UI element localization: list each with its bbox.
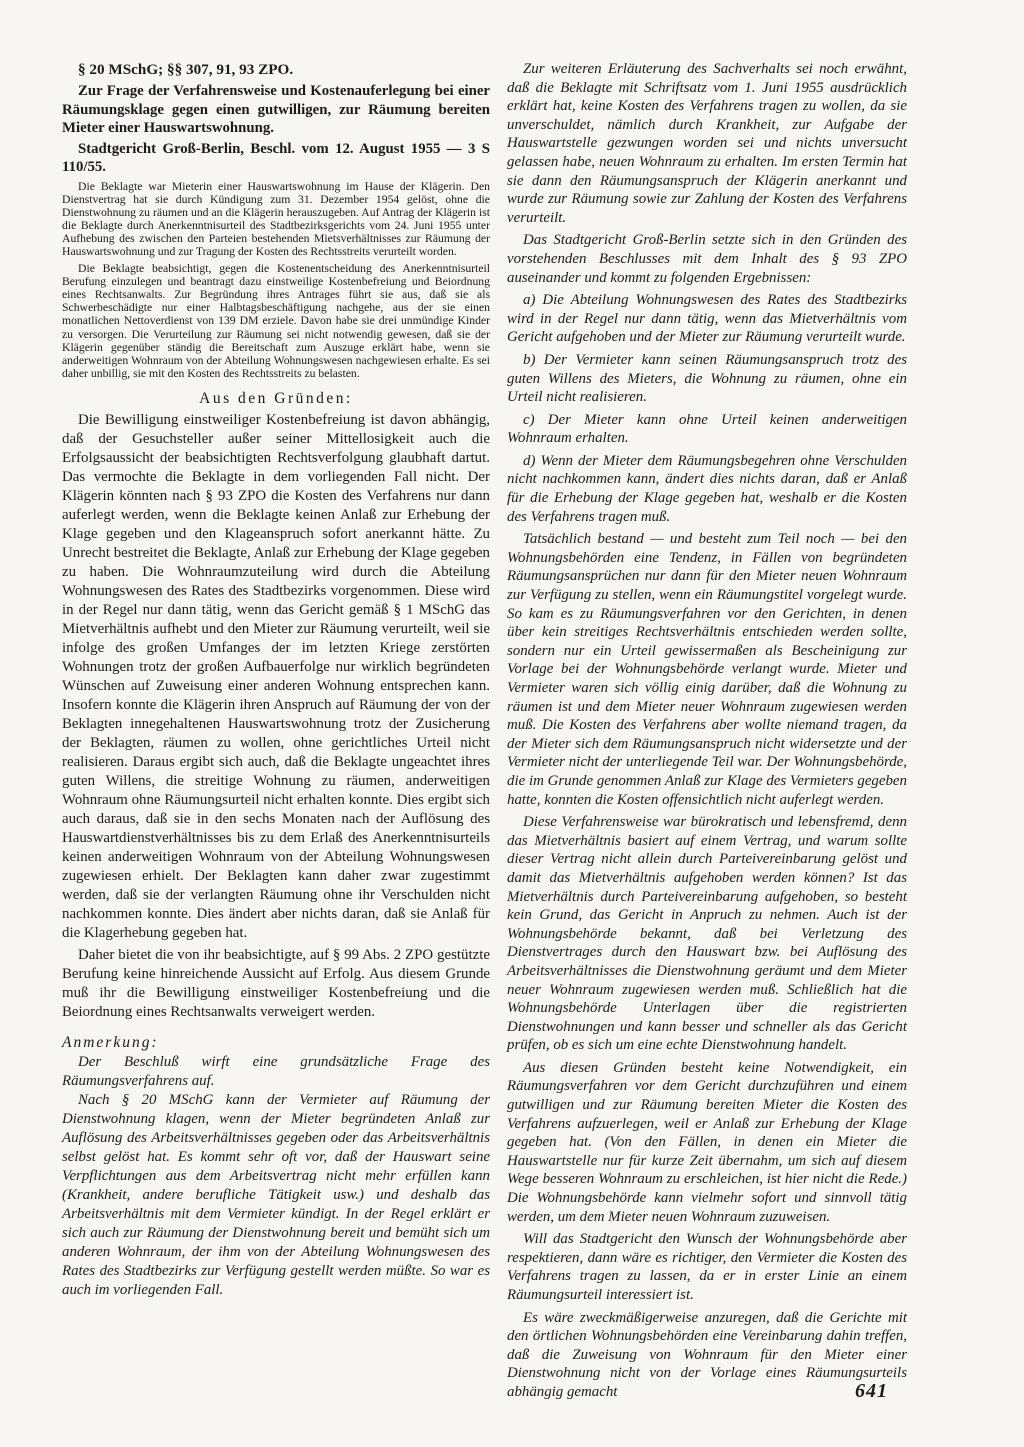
legal-citation: § 20 MSchG; §§ 307, 91, 93 ZPO. bbox=[78, 61, 294, 78]
court-reference: Stadtgericht Groß-Berlin, Beschl. vom 12. August 1955 — 3 S 110/55. bbox=[62, 140, 490, 175]
note-paragraph: Das Stadtgericht Groß-Berlin setzte sich in den Gründen des vorstehenden Beschlusses mit dem Inhalt des § 93 ZPO auseinander und kommt zu folgenden Ergebnissen: bbox=[507, 232, 907, 286]
right-column bbox=[507, 60, 907, 1402]
case-headline: Zur Frage der Verfahrensweise und Kostenauferlegung bei einer Räumungsklage gegen einen gutwilligen, zur Räumung bereiten Mieter einer Hauswartswohnung. bbox=[62, 83, 490, 136]
note-paragraph: Es wäre zweckmäßigerweise anzuregen, daß die Gerichte mit den örtlichen Wohnungsbehörden eine Vereinbarung dahin treffen, daß die Zuweisung von Wohnraum für den Mieter einer Dienstwohnung nicht von der Vorlage eines Räumungsurteils abhängig gemacht bbox=[507, 1309, 907, 1400]
note-heading: Anmerkung: bbox=[62, 1033, 159, 1051]
facts-paragraph: Die Beklagte war Mieterin einer Hauswartswohnung im Hause der Klägerin. Den Dienstvertrag hat sie durch Kündigung zum 31. Dezember 1954 gelöst, ohne die Dienstwohnung zu räumen und an die Klägerin herauszugeben. Auf Antrag der Klägerin ist die Beklagte durch Anerkenntnisurteil des Stadtbezirksgerichts vom 24. Juni 1955 unter Aufhebung des zwischen den Parteien bestehenden Mietsverhältnisses zur Räumung der Hauswartswohnung und zur Tragung der Kosten des Rechtsstreits verurteilt worden. bbox=[62, 179, 490, 258]
page-number: 641 bbox=[855, 1380, 888, 1402]
note-paragraph: Will das Stadtgericht den Wunsch der Wohnungsbehörde aber respektieren, dann wäre es richtiger, den Vermieter die Kosten des Verfahrens tragen zu lassen, da er in erster Linie an einem Räumungsurteil interessiert ist. bbox=[507, 1231, 907, 1303]
reasons-paragraph: Die Bewilligung einstweiliger Kostenbefreiung ist davon abhängig, daß der Gesuchsteller außer seiner Mittellosigkeit auch die Erfolgsaussicht der beabsichtigten Rechtsverfolgung glaubhaft dartut. Das vermochte die Beklagte in dem vorliegenden Fall nicht. Der Klägerin könnten nach § 93 ZPO die Kosten des Verfahrens nur dann auferlegt werden, wenn die Beklagte keinen Anlaß zur Erhebung der Klage gegeben und den Klageanspruch sofort anerkannt hätte. Zu Unrecht bestreitet die Beklagte, Anlaß zur Erhebung der Klage gegeben zu haben. Die Wohnraumzuteilung wird durch die Abteilung Wohnungswesen des Rates des Stadtbezirks vorgenommen. Diese wird in der Regel nur dann tätig, wenn das Gericht gemäß § 1 MSchG das Mietverhältnis aufhebt und den Mieter zur Räumung verurteilt, weil sie infolge des großen Umfanges der im letzten Kriege zerstörten Wohnungen trotz der großen Aufbauerfolge nur wirklich begründeten Wünschen auf Zuweisung einer anderen Wohnung entsprechen kann. Insofern konnte die Klägerin ihren Anspruch auf Räumung der von der Beklagten innegehaltenen Hauswartswohnung trotz der Zusicherung der Beklagten, räumen zu wollen, ohne gerichtliches Urteil nicht realisieren. Daraus ergibt sich auch, daß die Beklagte ungeachtet ihres guten Willens, die streitige Wohnung zu räumen, anderweitigen Wohnraum ohne Räumungsurteil nicht erhalten konnte. Dies ergibt sich auch daraus, daß sie in den sechs Monaten nach der Auflösung des Hauswartdienstverhältnisses bis zu dem Erlaß des Anerkenntnisurteils keinen anderweitigen Wohnraum von der Abteilung Wohnungswesen zugewiesen erhielt. Der Beklagten kann daher zwar zugestimmt werden, daß sie der verlangten Räumung ohne ihr Verschulden nicht nachkommen konnte. Dies ändert aber nichts daran, daß sie Anlaß für die Klagerhebung gegeben hat. bbox=[62, 411, 490, 941]
note-paragraph: Nach § 20 MSchG kann der Vermieter auf Räumung der Dienstwohnung klagen, wenn der Mieter begründeten Anlaß zur Auflösung des Arbeitsverhältnisses gegeben oder das Arbeitsverhältnis selbst gelöst hat. Es kommt sehr oft vor, daß der Hauswart seine Verpflichtungen aus dem Arbeitsvertrag nicht mehr erfüllen kann (Krankheit, andere berufliche Tätigkeit usw.) und deshalb das Arbeitsverhältnis mit dem Vermieter kündigt. In der Regel erklärt er sich auch zur Räumung der Dienstwohnung bereit und bemüht sich um anderen Wohnraum, der ihm von der Abteilung Wohnungswesen des Rates des Stadtbezirks zur Verfügung gestellt werden müßte. So war es auch im vorliegenden Fall. bbox=[62, 1091, 490, 1298]
note-list-item: d) Wenn der Mieter dem Räumungsbegehren ohne Verschulden nicht nachkommen kann, ändert dies nichts daran, daß er Anlaß für die Erhebung der Klage gegeben hat, weshalb er die Kosten des Verfahrens tragen muß. bbox=[507, 452, 907, 525]
note-paragraph: Der Beschluß wirft eine grundsätzliche Frage des Räumungsverfahrens auf. bbox=[62, 1053, 490, 1089]
facts-paragraph: Die Beklagte beabsichtigt, gegen die Kostenentscheidung des Anerkenntnisurteil Berufung einzulegen und beantragt dazu einstweilige Kostenbefreiung und Beiordnung eines Rechtsanwalts. Zur Begründung ihres Antrages führt sie aus, daß sie als Schwerbeschädigte nur einer Halbtagsbeschäftigung nachgehe, aus der sie einen monatlichen Nettoverdienst von 139 DM erziele. Davon habe sie drei unmündige Kinder zu versorgen. Die Verurteilung zur Räumung sei nicht notwendig gewesen, daß sie der Klägerin gegenüber ständig die Bereitschaft zum Auszuge erklärt habe, wenn sie anderweitigen Wohnraum von der Abteilung Wohnungswesen nachgewiesen erhalte. Es sei daher unbillig, sie mit den Kosten des Rechtsstreits zu belasten. bbox=[62, 262, 490, 380]
note-paragraph: Zur weiteren Erläuterung des Sachverhalts sei noch erwähnt, daß die Beklagte mit Schriftsatz vom 1. Juni 1955 ausdrücklich erklärt hat, keine Kosten des Verfahrens tragen zu wollen, da sie unverschuldet, nämlich durch Krankheit, zur Aufgabe der Hauswartstelle gezwungen worden sei und nichts unversucht gelassen habe, neuen Wohnraum zu erhalten. Im ersten Termin hat sie dann den Räumungsanspruch der Klägerin anerkannt und wurde zur Räumung sowie zur Zahlung der Kosten des Verfahrens verurteilt. bbox=[507, 61, 907, 226]
reasons-heading: Aus den Gründen: bbox=[199, 389, 353, 407]
note-list-item: c) Der Mieter kann ohne Urteil keinen anderweitigen Wohnraum erhalten. bbox=[507, 411, 907, 447]
note-list-item: a) Die Abteilung Wohnungswesen des Rates des Stadtbezirks wird in der Regel nur dann tätig, wenn das Mietverhältnis vom Gericht aufgehoben und der Mieter zur Räumung verurteilt wurde. bbox=[507, 292, 907, 346]
note-list-item: b) Der Vermieter kann seinen Räumungsanspruch trotz des guten Willens des Mieters, die Wohnung zu räumen, ohne ein Urteil nicht realisieren. bbox=[507, 351, 907, 406]
note-paragraph: Tatsächlich bestand — und besteht zum Teil noch — bei den Wohnungsbehörden eine Tendenz, in Fällen von begründeten Räumungsansprüchen nur dann für den Mieter neuen Wohnraum zur Verfügung zu stellen, wenn ein Räumungstitel vorgelegt wurde. So kam es zu Räumungsverfahren vor den Gerichten, in denen über kein streitiges Rechtsverhältnis entschieden werden sollte, sondern nur ein Urteil gewissermaßen als Bescheinigung zur Vorlage bei der Wohnungsbehörde verlangt wurde. Mieter und Vermieter waren sich völlig einig darüber, daß die Wohnung zu räumen ist und dem Mieter neuer Wohnraum zugewiesen werden muß. Die Kosten des Verfahrens aber wollte niemand tragen, da der Mieter sich dem Räumungsanspruch nicht widersetzte und der Vermieter nicht der unterliegende Teil war. Der Wohnungsbehörde, die im Grunde genommen Anlaß zur Klage des Vermieters gegeben hatte, konnten die Kosten offensichtlich nicht auferlegt werden. bbox=[507, 531, 907, 808]
note-paragraph: Aus diesen Gründen besteht keine Notwendigkeit, ein Räumungsverfahren vor dem Gericht durchzuführen und einem gutwilligen und zur Räumung bereiten Mieter die Kosten des Verfahrens aufzuerlegen, weil er Anlaß zur Erhebung der Klage gegeben hat. (Von den Fällen, in denen ein Mieter die Hauswartstelle nur für kurze Zeit übernahm, um sich auf diesem Wege besseren Wohnraum zu erschleichen, ist hier nicht die Rede.) Die Wohnungsbehörde kann vielmehr sofort und sinnvoll tätig werden, um dem Mieter neuen Wohnraum zuzuweisen. bbox=[507, 1059, 907, 1225]
left-column bbox=[62, 60, 490, 1300]
note-paragraph: Diese Verfahrensweise war bürokratisch und lebensfremd, denn das Mietverhältnis basiert auf einem Vertrag, und warum sollte dieser Vertrag nicht allein durch Parteivereinbarung gelöst und damit das Mietverhältnis aufgehoben werden können? Ist das Mietverhältnis durch Parteivereinbarung aufgehoben, so besteht kein Grund, das Gericht in Anpruch zu nehmen. Auch ist der Wohnungsbehörde bekannt, daß bei Verletzung des Dienstvertrages durch den Hauswart bzw. bei Auflösung des Arbeitsverhältnisses die Dienstwohnung geräumt und dem Mieter neuer Wohnraum zugewiesen werden muß. Schließlich hat die Wohnungsbehörde Unterlagen über die registrierten Dienstwohnungen und kann besser und schneller als das Gericht prüfen, ob es sich um eine echte Dienstwohnung handelt. bbox=[507, 814, 907, 1054]
reasons-paragraph: Daher bietet die von ihr beabsichtigte, auf § 99 Abs. 2 ZPO gestützte Berufung keine hinreichende Aussicht auf Erfolg. Aus diesem Grunde muß ihr die Bewilligung einstweiliger Kostenbefreiung und die Beiordnung eines Rechtsanwalts verweigert werden. bbox=[62, 946, 490, 1020]
